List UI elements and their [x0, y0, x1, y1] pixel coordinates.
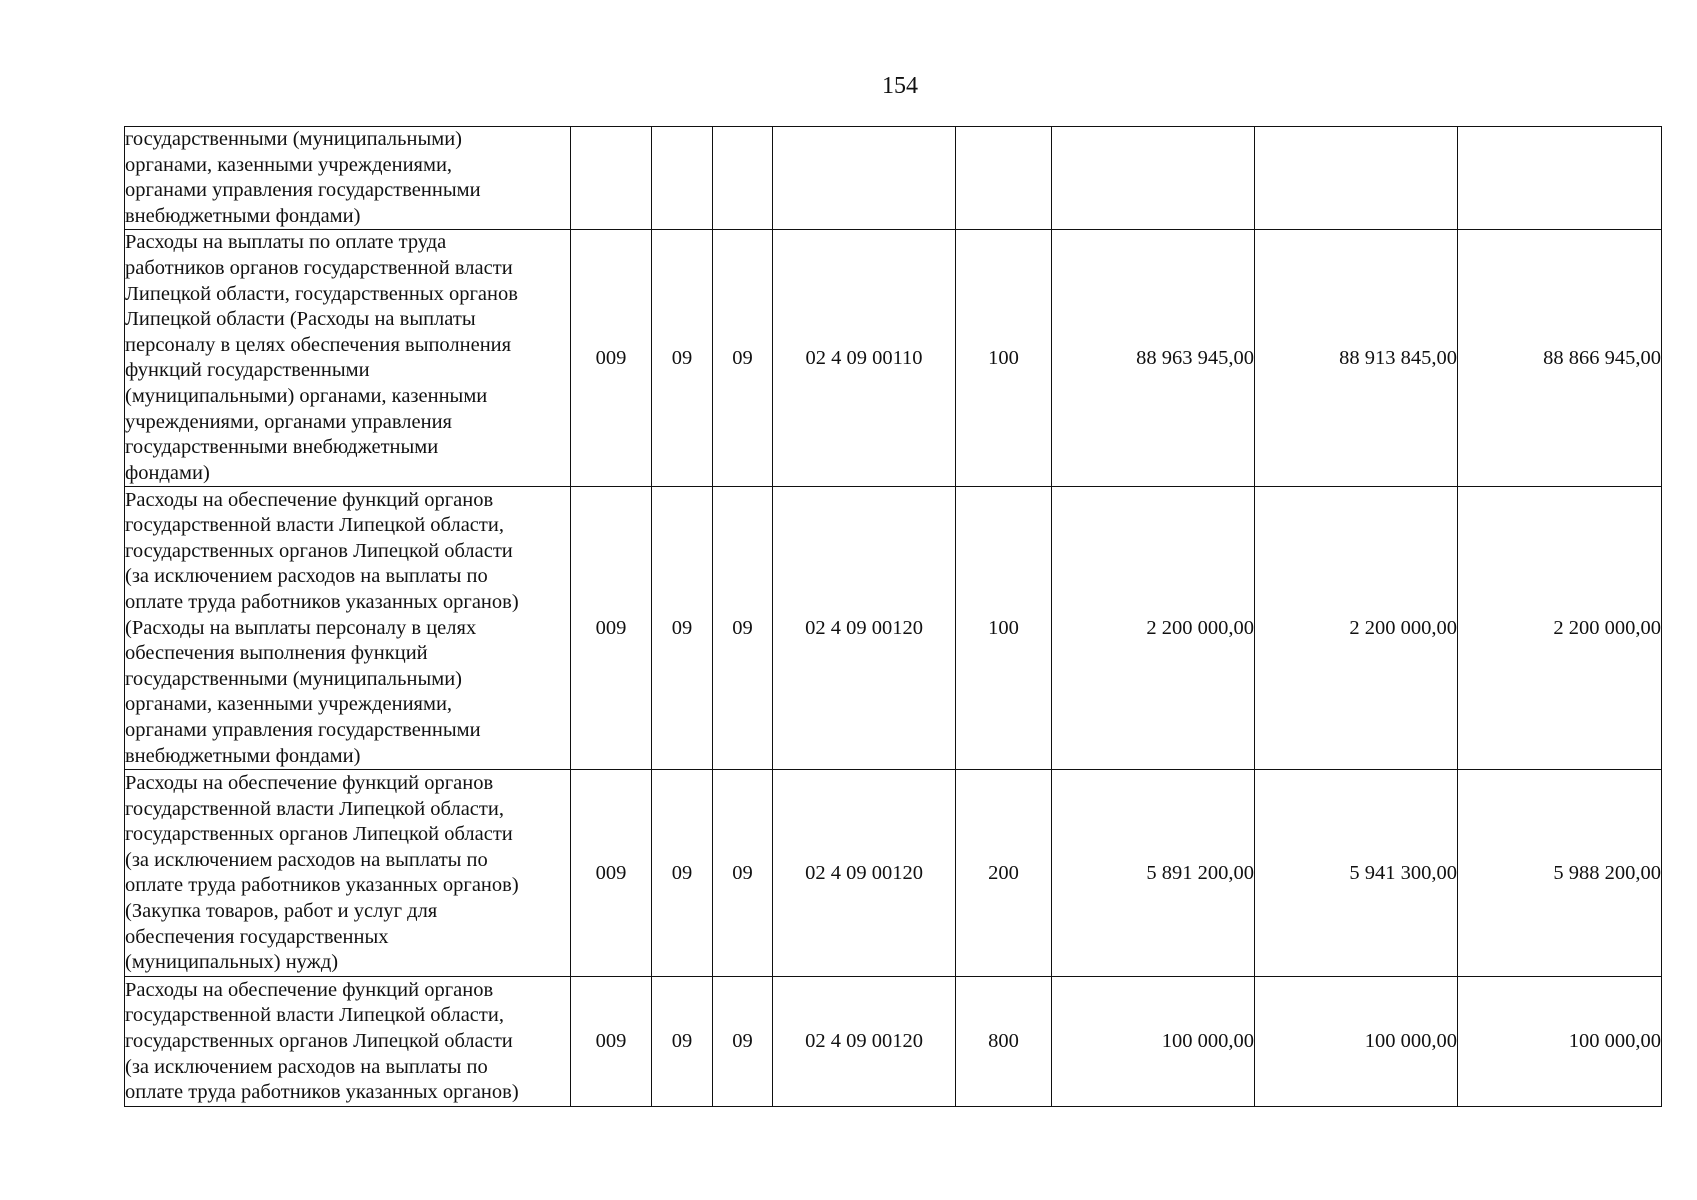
table-row [125, 230, 1662, 487]
amount-year-1: 100 000,00 [1052, 977, 1255, 1107]
ministry-code: 009 [571, 977, 652, 1107]
row-description: Расходы на обеспечение функций органов государственной власти Липецкой области, государственных органов Липецкой области (за исключением расходов на выплаты по оплате труда работников указанных органов) [125, 977, 571, 1107]
subsection-code [713, 127, 773, 230]
target-article-code [773, 127, 956, 230]
table-row [125, 127, 1662, 230]
section-code [652, 127, 713, 230]
expense-type-code: 800 [956, 977, 1052, 1107]
amount-year-2: 100 000,00 [1255, 977, 1458, 1107]
section-code: 09 [652, 770, 713, 977]
section-code: 09 [652, 977, 713, 1107]
expense-type-code: 100 [956, 230, 1052, 487]
page-number: 154 [882, 73, 918, 99]
row-description: государственными (муниципальными) органами, казенными учреждениями, органами управления государственными внебюджетными фондами) [125, 127, 571, 230]
amount-year-3: 88 866 945,00 [1458, 230, 1662, 487]
amount-year-2: 2 200 000,00 [1255, 487, 1458, 770]
amount-year-3 [1458, 127, 1662, 230]
target-article-code: 02 4 09 00120 [773, 977, 956, 1107]
section-code: 09 [652, 230, 713, 487]
subsection-code: 09 [713, 977, 773, 1107]
ministry-code: 009 [571, 487, 652, 770]
target-article-code: 02 4 09 00120 [773, 770, 956, 977]
row-description: Расходы на выплаты по оплате труда работников органов государственной власти Липецкой области, государственных органов Липецкой области (Расходы на выплаты персоналу в целях обеспечения выполнения функций государственными (муниципальными) органами, казенными учреждениями, органами управления государственными внебюджетными фондами) [125, 230, 571, 487]
amount-year-2: 5 941 300,00 [1255, 770, 1458, 977]
amount-year-2: 88 913 845,00 [1255, 230, 1458, 487]
amount-year-1: 5 891 200,00 [1052, 770, 1255, 977]
amount-year-3: 100 000,00 [1458, 977, 1662, 1107]
amount-year-1: 88 963 945,00 [1052, 230, 1255, 487]
table-row [125, 487, 1662, 770]
row-description: Расходы на обеспечение функций органов государственной власти Липецкой области, государственных органов Липецкой области (за исключением расходов на выплаты по оплате труда работников указанных органов) (Закупка товаров, работ и услуг для обеспечения государственных (муниципальных) нужд) [125, 770, 571, 977]
ministry-code: 009 [571, 770, 652, 977]
expense-type-code: 100 [956, 487, 1052, 770]
amount-year-3: 2 200 000,00 [1458, 487, 1662, 770]
ministry-code [571, 127, 652, 230]
section-code: 09 [652, 487, 713, 770]
subsection-code: 09 [713, 770, 773, 977]
amount-year-1: 2 200 000,00 [1052, 487, 1255, 770]
expense-type-code [956, 127, 1052, 230]
amount-year-3: 5 988 200,00 [1458, 770, 1662, 977]
target-article-code: 02 4 09 00110 [773, 230, 956, 487]
row-description: Расходы на обеспечение функций органов государственной власти Липецкой области, государственных органов Липецкой области (за исключением расходов на выплаты по оплате труда работников указанных органов) (Расходы на выплаты персоналу в целях обеспечения выполнения функций государственными (муниципальными) органами, казенными учреждениями, органами управления государственными внебюджетными фондами) [125, 487, 571, 770]
expense-type-code: 200 [956, 770, 1052, 977]
budget-table [124, 126, 1662, 1107]
subsection-code: 09 [713, 230, 773, 487]
ministry-code: 009 [571, 230, 652, 487]
subsection-code: 09 [713, 487, 773, 770]
amount-year-1 [1052, 127, 1255, 230]
amount-year-2 [1255, 127, 1458, 230]
table-row [125, 977, 1662, 1107]
table-row [125, 770, 1662, 977]
target-article-code: 02 4 09 00120 [773, 487, 956, 770]
